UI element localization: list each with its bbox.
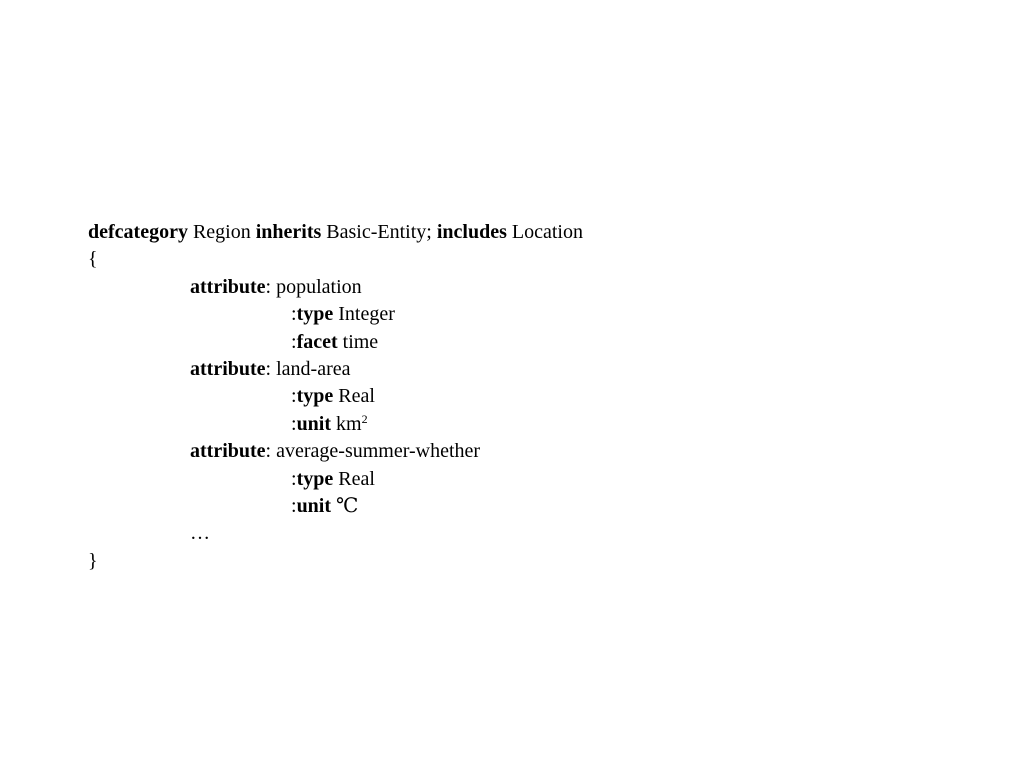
keyword-type: type [296, 303, 334, 326]
attribute-prop-line: :unit $km^2$ [291, 411, 368, 435]
prop-value: time [342, 330, 379, 353]
attribute-prop-line: :type Real [291, 467, 375, 490]
unit-superscript: 2 [361, 411, 368, 426]
prop-value: Real [338, 467, 375, 490]
attribute-name: land-area [276, 357, 351, 380]
keyword-type: type [296, 467, 334, 490]
attribute-prop-line: :type Real [291, 385, 375, 408]
keyword-type: type [296, 385, 334, 408]
category-definition [88, 219, 988, 575]
attribute-prop-line: :type Integer [291, 303, 395, 326]
attribute-line: attribute: land-area [190, 357, 351, 380]
header-line [88, 219, 988, 246]
attribute-name: average-summer-whether [276, 440, 481, 463]
attribute-line: attribute: population [190, 275, 362, 298]
prop-value: Integer [338, 303, 395, 326]
keyword-unit: unit [296, 494, 332, 517]
included-category: Location [511, 221, 583, 243]
keyword-includes: includes [436, 221, 507, 243]
close-brace: } [88, 549, 98, 572]
attribute-line: attribute: average-summer-whether [190, 440, 481, 463]
attribute-name: population [276, 275, 362, 298]
prop-value: Real [338, 385, 375, 408]
keyword-attribute: attribute [190, 275, 266, 298]
keyword-defcategory: defcategory [88, 221, 188, 243]
keyword-unit: unit [296, 412, 332, 435]
ellipsis: … [190, 522, 210, 545]
keyword-attribute: attribute [190, 357, 266, 380]
keyword-inherits: inherits [255, 221, 322, 243]
prop-value: ℃ [336, 494, 359, 517]
prop-value: km [336, 412, 362, 435]
open-brace: { [88, 248, 98, 271]
parent-category: Basic-Entity; [326, 221, 432, 243]
category-name: Region [192, 221, 251, 243]
keyword-facet: facet [296, 330, 338, 353]
keyword-attribute: attribute [190, 440, 266, 463]
attribute-prop-line: :unit ℃ [291, 494, 359, 517]
attribute-prop-line: :facet time [291, 330, 379, 353]
